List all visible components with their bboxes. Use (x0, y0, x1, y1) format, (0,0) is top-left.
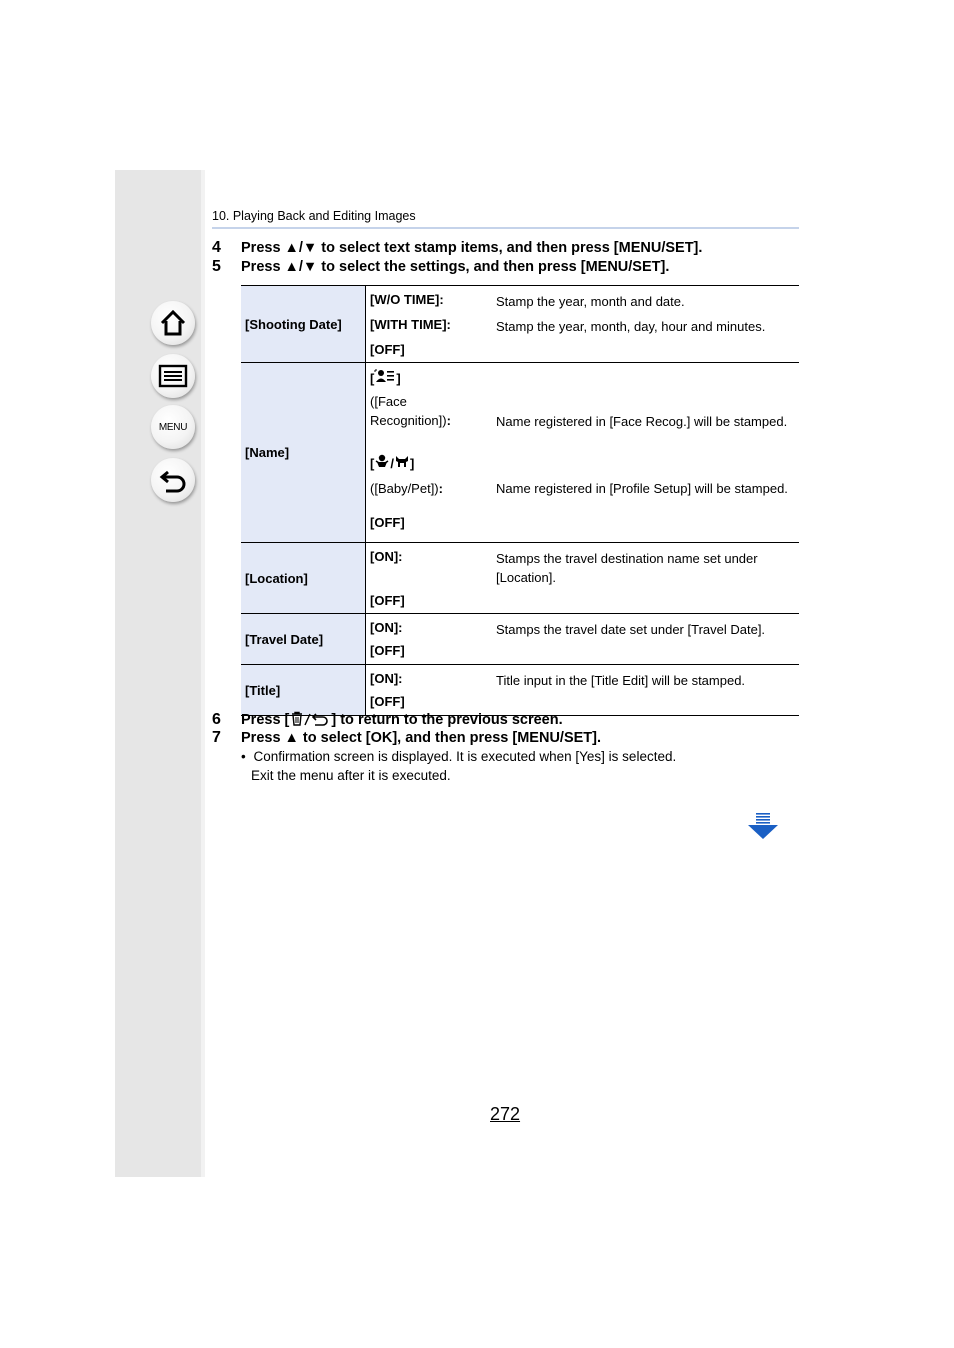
step-text: Press ▲/▼ to select the settings, and then press [MENU/SET]. (241, 259, 670, 275)
down-arrow-icon (746, 813, 780, 841)
page-number: 272 (490, 1104, 521, 1124)
sub-label: ([Face Recognition]) (370, 394, 447, 428)
category-cell: [Name] (241, 363, 366, 543)
option-cell: [OFF] (370, 342, 405, 357)
description-cell: Stamp the year, month and date. (496, 294, 685, 309)
category-cell: [Shooting Date] (241, 286, 366, 363)
menu-button[interactable] (151, 405, 195, 449)
home-icon (158, 309, 188, 337)
header-rule (212, 227, 799, 229)
settings-table (241, 285, 799, 716)
baby-icon (374, 454, 390, 468)
table-row (241, 543, 799, 588)
description-cell: Name registered in [Face Recog.] will be stamped. (496, 414, 788, 429)
note-line-2: Exit the menu after it is executed. (251, 768, 451, 783)
slash: / (390, 456, 394, 472)
bracket: ] (396, 371, 401, 386)
note-text: Confirmation screen is displayed. It is executed when [Yes] is selected. (253, 749, 677, 764)
baby-pet-option (370, 454, 492, 473)
table-row (241, 363, 799, 450)
back-arrow-icon (158, 466, 188, 494)
category-cell: [Travel Date] (241, 614, 366, 665)
bracket: [ (370, 371, 375, 386)
description-cell: Stamps the travel date set under [Travel Date]. (496, 622, 766, 637)
bracket: [ (370, 456, 375, 472)
table-row (241, 286, 799, 312)
category-cell: [Location] (241, 543, 366, 614)
face-recognition-option (370, 369, 492, 388)
step-6 (212, 711, 563, 729)
description-cell (492, 639, 799, 665)
option-cell: [OFF] (370, 643, 405, 658)
pet-icon (394, 454, 410, 468)
step-4 (212, 239, 702, 257)
step-text: Press ▲/▼ to select text stamp items, and then press [MENU/SET]. (241, 240, 703, 256)
baby-pet-sub (370, 479, 492, 498)
bullet: • (241, 749, 246, 764)
option-cell: [OFF] (370, 593, 405, 608)
table-row (241, 614, 799, 640)
sidebar-edge (201, 170, 205, 1177)
step-text (241, 711, 563, 728)
step-5 (212, 258, 669, 276)
description-cell (492, 511, 799, 542)
option-cell: [W/O TIME]: (370, 292, 444, 307)
step-text-before: Press [ (241, 712, 290, 728)
category-cell: [Title] (241, 665, 366, 716)
step-text: Press ▲ to select [OK], and then press [MENU/SET]. (241, 730, 602, 746)
option-cell: [ON]: (370, 620, 403, 635)
continue-arrow[interactable] (746, 813, 780, 846)
description-cell: Stamps the travel destination name set under [Location]. (496, 551, 758, 585)
bracket: ] (409, 456, 415, 472)
step-7 (212, 729, 601, 747)
step-text-after: ] to return to the previous screen. (331, 712, 563, 728)
delete-return-icon (289, 711, 331, 726)
description-cell: Name registered in [Profile Setup] will be stamped. (496, 481, 788, 497)
option-cell: [ON]: (370, 549, 403, 564)
description-cell: Title input in the [Title Edit] will be stamped. (496, 673, 746, 688)
description-cell (492, 587, 799, 614)
colon: : (446, 413, 451, 428)
description-cell (492, 336, 799, 363)
option-cell (366, 363, 493, 450)
table-row (241, 665, 799, 691)
step-number: 6 (212, 711, 221, 728)
face-recognition-sub (370, 392, 456, 430)
option-cell (366, 449, 493, 511)
sub-label: ([Baby/Pet]) (370, 481, 439, 497)
face-recognition-icon (374, 369, 396, 383)
step-number: 7 (212, 729, 221, 746)
note-line-1 (241, 747, 676, 766)
section-header: 10. Playing Back and Editing Images (212, 209, 416, 223)
option-cell: [WITH TIME]: (370, 317, 451, 332)
list-icon (158, 364, 188, 388)
contents-button[interactable] (151, 354, 195, 398)
option-cell: [OFF] (370, 515, 405, 531)
home-button[interactable] (151, 301, 195, 345)
description-cell: Stamp the year, month, day, hour and minutes. (496, 319, 766, 334)
option-cell: [OFF] (370, 694, 405, 709)
menu-label: MENU (158, 421, 188, 433)
colon: : (438, 481, 443, 497)
step-number: 4 (212, 239, 221, 256)
step-number: 5 (212, 258, 221, 275)
back-button[interactable] (151, 458, 195, 502)
option-cell: [ON]: (370, 671, 403, 686)
